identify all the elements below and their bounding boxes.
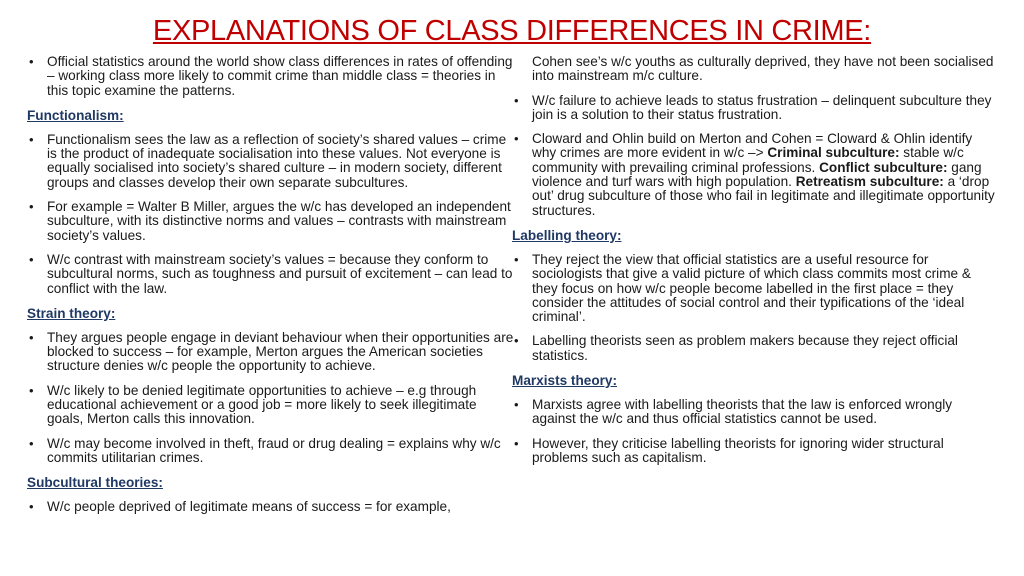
strain-theory-bullet: • W/c likely to be denied legitimate opportunities to achieve – e.g through educational achievement or a good job = more likely to seek illegitimate goals, Merton calls this innovation. [27,384,515,427]
marxists-theory-heading: Marxists theory: [512,373,618,389]
strain-theory-heading: Strain theory: [27,305,116,321]
criminal-subculture-term: Criminal subculture: [767,145,900,161]
functionalism-heading: Functionalism: [27,107,124,123]
functionalism-bullet: • W/c contrast with mainstream society’s values = because they conform to subcultural norms, such as toughness and pursuit of excitement – can lead to conflict with the law. [27,253,515,296]
cloward-ohlin-bullet [512,132,998,218]
functionalism-bullet: • For example = Walter B Miller, argues the w/c has developed an independent subculture, with its distinctive norms and values – contrasts with mainstream society’s values. [27,200,515,243]
strain-theory-bullet: • W/c may become involved in theft, fraud or drug dealing = explains why w/c commits utilitarian crimes. [27,437,515,466]
labelling-theory-heading: Labelling theory: [512,227,622,243]
marxists-theory-bullet: • Marxists agree with labelling theorists that the law is enforced wrongly against the w/c and thus official statistics cannot be used. [512,398,998,427]
retreatism-subculture-term: Retreatism subculture: [795,174,944,190]
subcultural-theories-heading: Subcultural theories: [27,475,163,491]
cloward-text-4: a ‘drop out’ drug subculture of those who fail in legitimate and illegitimate opportunity structures. [532,174,995,218]
cohen-continuation-text: Cohen see’s w/c youths as culturally deprived, they have not been socialised into mainstream m/c culture. [532,54,994,84]
labelling-theory-bullet: • They reject the view that official statistics are a useful resource for sociologists that give a valid picture of which class commits most crime & they focus on how w/c people become labelled in the first place = they consider the attitudes of social control and their typifications of the ‘ideal criminal’. [512,253,998,324]
cloward-text-3: gang violence and turf wars with high population. [532,159,982,190]
intro-bullet: • Official statistics around the world show class differences in rates of offending – working class more likely to commit crime than middle class = theories in this topic examine the patterns. [27,55,515,98]
strain-theory-bullet: • They argues people engage in deviant behaviour when their opportunities are blocked to success – for example, Merton argues the American societies structure denies w/c people the opportunity to achieve. [27,331,515,374]
conflict-subculture-term: Conflict subculture: [819,159,948,175]
right-column [512,55,998,475]
subcultural-theories-bullet: • W/c people deprived of legitimate means of success = for example, [27,500,515,514]
labelling-theory-bullet: • Labelling theorists seen as problem makers because they reject official statistics. [512,334,998,363]
cloward-text-1: Cloward and Ohlin build on Merton and Cohen = Cloward & Ohlin identify why crimes are more evident in w/c –> [532,131,973,161]
status-frustration-bullet: • W/c failure to achieve leads to status frustration – delinquent subculture they join is a solution to their status frustration. [512,94,998,123]
functionalism-bullet: • Functionalism sees the law as a reflection of society’s shared values – crime is the product of inadequate socialisation into these values. Not everyone is equally socialised into society’s shared culture – in modern society, different groups and classes develop their own separate subcultures. [27,133,515,190]
page-title: EXPLANATIONS OF CLASS DIFFERENCES IN CRIME: [152,15,872,47]
marxists-theory-bullet: • However, they criticise labelling theorists for ignoring wider structural problems such as capitalism. [512,437,998,466]
left-column [27,55,515,525]
cloward-text-2: stable w/c community with prevailing criminal professions. [532,145,964,175]
